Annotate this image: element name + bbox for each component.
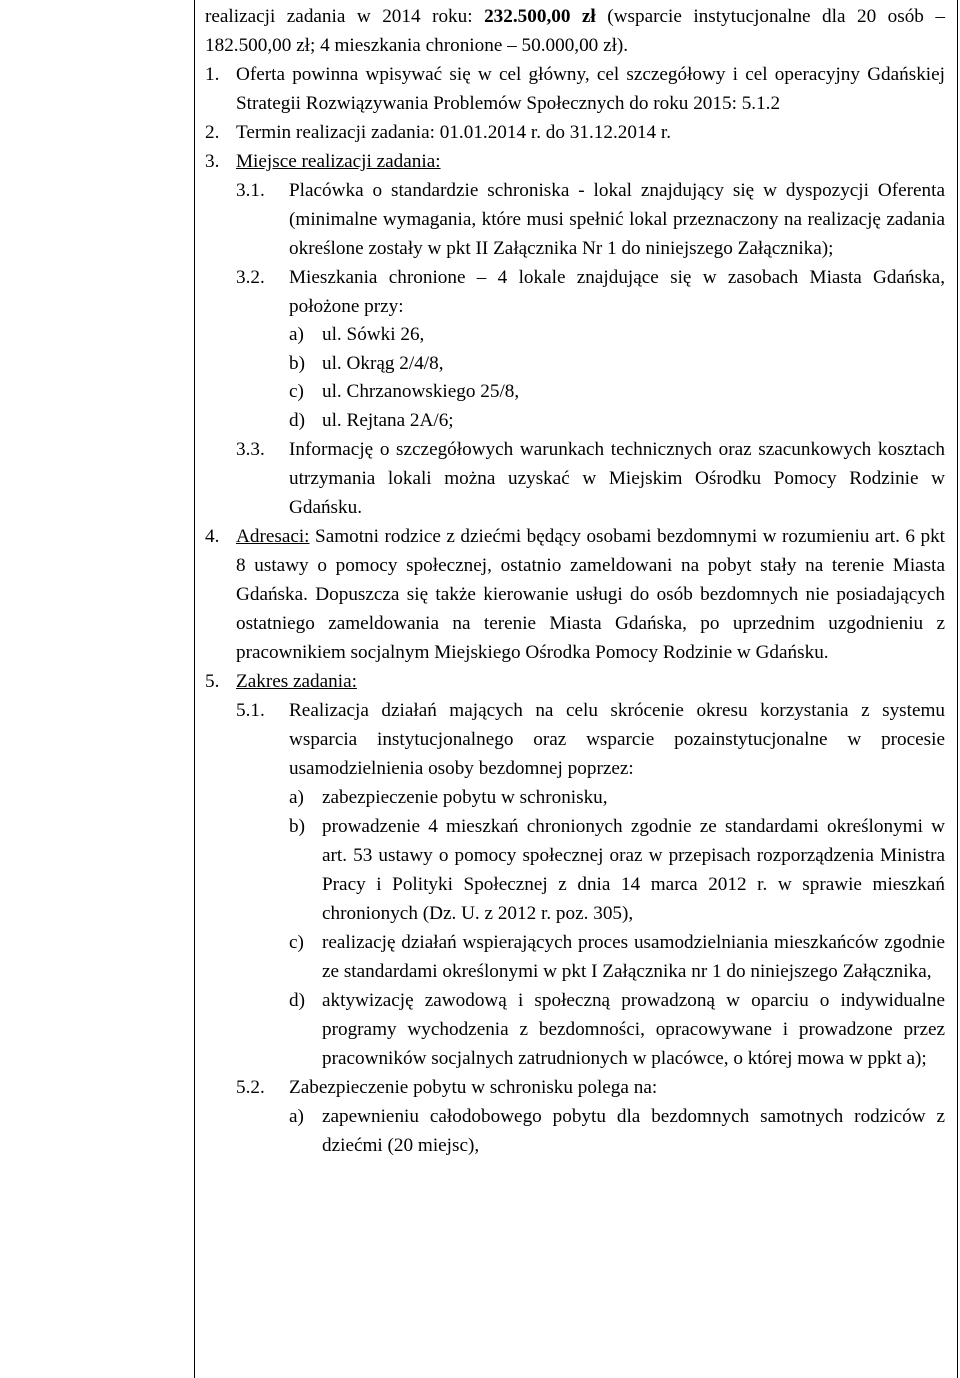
- item-3-3-text: Informację o szczegółowych warunkach technicznych oraz szacunkowych kosztach utrzymania lokali można uzyskać w Miejskim Ośrodku Pomocy Rodzinie w Gdańsku.: [289, 439, 945, 518]
- item-3-3-number: 3.3.: [236, 439, 265, 460]
- address-letter: a): [289, 324, 304, 345]
- item-3-1: [205, 176, 945, 263]
- address-item: [205, 378, 945, 407]
- item-4-heading: Adresaci:: [236, 526, 310, 547]
- item-3-1-number: 3.1.: [236, 180, 265, 201]
- scope-item: [205, 812, 945, 928]
- scope-text: prowadzenie 4 mieszkań chronionych zgodnie ze standardami określonymi w art. 53 ustawy o pomocy społecznej oraz w przepisach rozporządzenia Ministra Pracy i Polityki Społecznej z dnia 14 marca 2012 r. w sprawie mieszkań chronionych (Dz. U. z 2012 r. poz. 305),: [322, 816, 945, 924]
- scope-text: aktywizację zawodową i społeczną prowadzoną w oparciu o indywidualne programy wychodzenia z bezdomności, opracowywane i prowadzone przez pracowników socjalnych zatrudnionych w placówce, o której mowa w ppkt a);: [322, 990, 945, 1069]
- address-item: [205, 407, 945, 436]
- intro-text: realizacji zadania w 2014 roku:: [205, 6, 485, 27]
- intro-text-end: (wsparcie instytucjonalne dla 20 osób – 182.500,00 zł; 4 mieszkania chronione – 50.000,00 zł).: [205, 6, 945, 56]
- scope-text: realizację działań wspierających proces usamodzielniania mieszkańców zgodnie ze standardami określonymi w pkt I Załącznika nr 1 do niniejszego Załącznika,: [322, 932, 945, 982]
- item-5-1-number: 5.1.: [236, 700, 265, 721]
- address-letter: c): [289, 381, 304, 402]
- shelter-text: zapewnieniu całodobowego pobytu dla bezdomnych samotnych rodziców z dziećmi (20 miejsc),: [322, 1106, 945, 1156]
- address-text: ul. Chrzanowskiego 25/8,: [322, 381, 520, 402]
- scope-item: [205, 928, 945, 986]
- address-letter: d): [289, 409, 305, 431]
- item-5-heading: Zakres zadania:: [236, 671, 357, 692]
- scope-text: zabezpieczenie pobytu w schronisku,: [322, 787, 608, 808]
- scope-letter: a): [289, 787, 304, 808]
- document-content: [205, 2, 945, 1160]
- item-4-text: Samotni rodzice z dziećmi będący osobami bezdomnymi w rozumieniu art. 6 pkt 8 ustawy o pomocy społecznej, ostatnio zameldowani na pobyt stały na terenie Miasta Gdańska. Dopuszcza się także kierowanie usługi do osób bezdomnych nie posiadających ostatniego zameldowania na terenie Miasta Gdańska, po uprzednim uzgodnieniu z pracownikiem socjalnym Miejskiego Ośrodka Pomocy Rodzinie w Gdańsku.: [236, 526, 945, 663]
- scope-letter: d): [289, 990, 305, 1011]
- shelter-letter: a): [289, 1106, 304, 1127]
- item-3-2: [205, 263, 945, 321]
- table-border-left: [194, 0, 195, 1378]
- item-1: [205, 60, 945, 118]
- item-3-1-text: Placówka o standardzie schroniska - lokal znajdujący się w dyspozycji Oferenta (minimalne wymagania, które musi spełnić lokal przeznaczony na realizację zadania określone zostały w pkt II Załącznika Nr 1 do niniejszego Załącznika);: [289, 180, 945, 259]
- item-4: [205, 522, 945, 667]
- scope-letter: c): [289, 932, 304, 953]
- intro-paragraph: [205, 2, 945, 60]
- address-letter: b): [289, 352, 305, 374]
- shelter-item: [205, 1102, 945, 1160]
- item-3-number: 3.: [205, 151, 220, 172]
- item-3-3: [205, 435, 945, 522]
- address-item: [205, 350, 945, 379]
- item-5-number: 5.: [205, 671, 220, 692]
- item-2: [205, 118, 945, 147]
- address-text: ul. Rejtana 2A/6;: [322, 409, 454, 431]
- item-5-1-text: Realizacja działań mających na celu skrócenie okresu korzystania z systemu wsparcia instytucjonalnego oraz wsparcie pozainstytucjonalne w procesie usamodzielnienia osoby bezdomnej poprzez:: [289, 700, 945, 779]
- item-4-number: 4.: [205, 526, 220, 547]
- item-5-1: [205, 696, 945, 783]
- intro-amount: 232.500,00 zł: [484, 6, 596, 27]
- scope-item: [205, 783, 945, 812]
- item-2-text: Termin realizacji zadania: 01.01.2014 r. do 31.12.2014 r.: [236, 122, 672, 143]
- item-2-number: 2.: [205, 122, 220, 143]
- address-text: ul. Sówki 26,: [322, 324, 425, 345]
- scope-letter: b): [289, 816, 305, 837]
- item-1-number: 1.: [205, 64, 220, 85]
- item-5-2-text: Zabezpieczenie pobytu w schronisku polega na:: [289, 1077, 658, 1098]
- table-border-right: [957, 0, 958, 1378]
- item-5: [205, 667, 945, 696]
- item-3-2-text: Mieszkania chronione – 4 lokale znajdujące się w zasobach Miasta Gdańska, położone przy:: [289, 267, 945, 317]
- address-item: [205, 321, 945, 350]
- item-3-heading: Miejsce realizacji zadania:: [236, 151, 441, 172]
- item-1-text: Oferta powinna wpisywać się w cel główny, cel szczegółowy i cel operacyjny Gdańskiej Strategii Rozwiązywania Problemów Społecznych do roku 2015: 5.1.2: [236, 64, 945, 114]
- item-3-2-number: 3.2.: [236, 267, 265, 288]
- item-5-2: [205, 1073, 945, 1102]
- scope-item: [205, 986, 945, 1073]
- address-text: ul. Okrąg 2/4/8,: [322, 352, 444, 374]
- item-3: [205, 147, 945, 176]
- item-5-2-number: 5.2.: [236, 1077, 265, 1098]
